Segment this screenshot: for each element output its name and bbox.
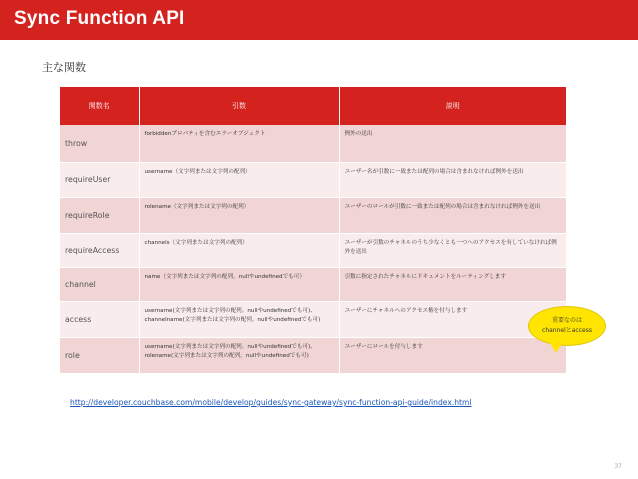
arguments-cell: username(文字列または文字列の配列。nullやundefinedでも可)、rolename(文字列または文字列の配列。nullやundefinedでも可) [139,337,339,373]
table-row [60,337,566,373]
table-row [60,197,566,233]
table-row [60,267,566,301]
table-row [60,125,566,162]
description-cell: ユーザーにロールを付与します [339,337,566,373]
description-cell: 引数に指定されたチャネルにドキュメントをルーティングします [339,267,566,301]
function-name-cell: requireUser [60,162,139,197]
page-number: 37 [614,463,622,470]
callout-line-2: channelとaccess [542,327,592,334]
arguments-cell: forbiddenプロパティを含むエラーオブジェクト [139,125,339,162]
function-name-cell: throw [60,125,139,162]
slide-title: Sync Function API [14,8,185,29]
column-header-function-name: 関数名 [60,87,139,125]
functions-table-wrapper [60,87,566,374]
arguments-cell: username（文字列または文字列の配列） [139,162,339,197]
callout-text [528,316,606,336]
functions-table [60,87,566,374]
column-header-arguments: 引数 [139,87,339,125]
function-name-cell: access [60,301,139,337]
function-name-cell: requireAccess [60,233,139,267]
arguments-cell: channels（文字列または文字列の配列） [139,233,339,267]
callout-tail [550,343,562,353]
title-bar [0,0,638,40]
arguments-cell: username(文字列または文字列の配列。nullやundefinedでも可)、channelname(文字列または文字列の配列。nullやundefinedでも可) [139,301,339,337]
description-cell: ユーザーのロールが引数に一致または配列の場合は含まれなければ例外を送出 [339,197,566,233]
description-cell: ユーザー名が引数に一致または配列の場合は含まれなければ例外を送出 [339,162,566,197]
column-header-description: 説明 [339,87,566,125]
arguments-cell: rolename（文字列または文字列の配列） [139,197,339,233]
table-row [60,162,566,197]
function-name-cell: role [60,337,139,373]
description-cell: 例外の送出 [339,125,566,162]
function-name-cell: requireRole [60,197,139,233]
callout-line-1: 重要なのは [551,317,582,324]
reference-link[interactable]: http://developer.couchbase.com/mobile/develop/guides/sync-gateway/sync-function-api-guide/index.html [70,398,472,407]
description-cell: ユーザーが引数のチャネルのうち少なくとも一つへのアクセスを有していなければ例外を送出 [339,233,566,267]
table-header-row [60,87,566,125]
function-name-cell: channel [60,267,139,301]
section-subtitle: 主な関数 [42,61,86,74]
table-row [60,233,566,267]
arguments-cell: name（文字列または文字列の配列。nullやundefinedでも可） [139,267,339,301]
table-row [60,301,566,337]
description-cell: ユーザーにチャネルへのアクセス権を付与します [339,301,566,337]
